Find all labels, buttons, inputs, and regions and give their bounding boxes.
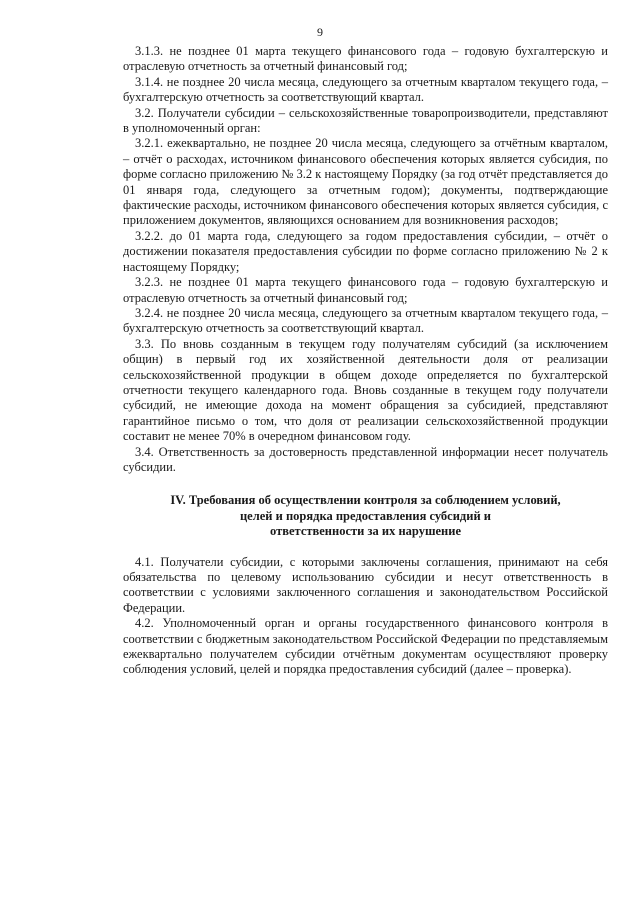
section-heading-line-3: ответственности за их нарушение xyxy=(270,524,461,539)
section-heading-line-2: целей и порядка предоставления субсидий и xyxy=(239,508,491,523)
paragraph-3-1-4: 3.1.4. не позднее 20 числа месяца, следующего за отчетным кварталом текущего года, – бухгалтерскую отчетность за соответствующий квартал. xyxy=(123,74,608,105)
paragraph-3-2-3: 3.2.3. не позднее 01 марта текущего финансового года – годовую бухгалтерскую и отраслевую отчетность за отчетный финансовый год; xyxy=(123,275,608,305)
paragraph-4-1: 4.1. Получатели субсидии, с которыми заключены соглашения, принимают на себя обязательства по целевому использованию субсидии и несут ответственность в соответствии с условиями заключенного соглашения и законодательством Российской Федерации. xyxy=(123,554,608,615)
paragraph-3-2-1: 3.2.1. ежеквартально, не позднее 20 числа месяца, следующего за отчётным кварталом, – отчёт о расходах, источником финансового обеспечения которых является субсидия, по форме согласно приложению № 3.2 к настоящему Порядку (за год отчёт представляется до 01 января года, следующего за отчетным годом); документы, подтверждающие фактические расходы, источником финансового обеспечения которых является субсидия, с приложением документов, являющихся основанием для возникновения расходов; xyxy=(123,136,608,228)
paragraph-4-2: 4.2. Уполномоченный орган и органы государственного финансового контроля в соответствии с бюджетным законодательством Российской Федерации по представляемым ежеквартально получателем субсидии отчётным документам осуществляют проверку соблюдения условий, целей и порядка предоставления субсидий (далее – проверка). xyxy=(123,616,608,677)
paragraph-3-2: 3.2. Получатели субсидии – сельскохозяйственные товаропроизводители, представляют в уполномоченный орган: xyxy=(123,105,608,136)
paragraph-3-3: 3.3. По вновь созданным в текущем году получателям субсидий (за исключением общин) в первый год их хозяйственной деятельности доля от реализации сельскохозяйственной продукции в общем доходе определяется по бухгалтерской отчетности текущего календарного года. Вновь созданные в текущем году получатели субсидий, не имеющие дохода на момент обращения за субсидией, представляют гарантийное письмо о том, что доля от реализации сельскохозяйственной продукции составит не менее 70% в очередном финансовом году. xyxy=(123,336,608,444)
paragraph-3-1-3: 3.1.3. не позднее 01 марта текущего финансового года – годовую бухгалтерскую и отраслевую отчетность за отчетный финансовый год; xyxy=(123,44,608,74)
paragraph-3-2-2: 3.2.2. до 01 марта года, следующего за годом предоставления субсидии, – отчёт о достижении показателя предоставления субсидии по форме согласно приложению № 2 к настоящему Порядку; xyxy=(123,228,608,274)
page-number: 9 xyxy=(317,25,323,39)
section-heading xyxy=(123,493,608,539)
paragraph-3-2-4: 3.2.4. не позднее 20 числа месяца, следующего за отчетным кварталом текущего года, – бухгалтерскую отчетность за соответствующий квартал. xyxy=(123,305,608,336)
paragraph-3-4: 3.4. Ответственность за достоверность представленной информации несет получатель субсидии. xyxy=(123,444,608,474)
section-heading-line-1: IV. Требования об осуществлении контроля за соблюдением условий, xyxy=(170,493,561,508)
document-body xyxy=(123,44,608,678)
